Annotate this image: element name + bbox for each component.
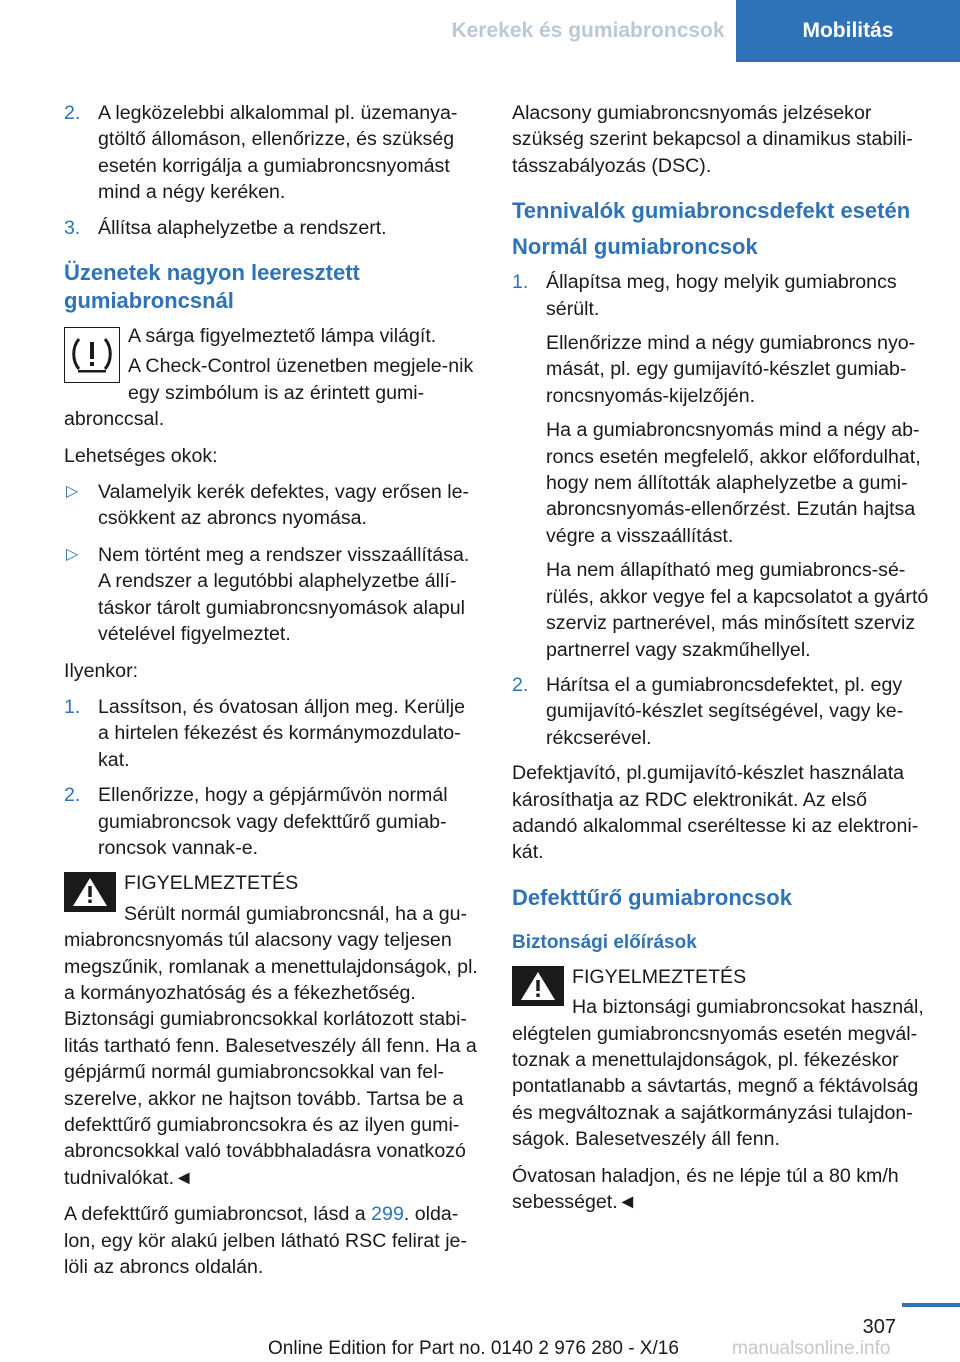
list-item <box>64 694 480 773</box>
lamp-notice <box>64 323 480 443</box>
right-column <box>512 100 930 1225</box>
warning-title: FIGYELMEZTETÉS <box>572 965 747 988</box>
reference-text <box>64 1201 480 1280</box>
footer-rule <box>902 1303 960 1307</box>
triangle-bullet-icon: ▷ <box>66 483 79 501</box>
list-text: A legközelebbi alkalommal pl. üzemanya-gtöltő állomáson, ellenőrizze, és szükség esetén korrigálja a gumiabroncsnyomást mind a négy keréken. <box>98 102 458 204</box>
chapter-tab: Mobilitás <box>736 0 960 62</box>
reference-before: A defekttűrő gumiabroncsot, lásd a <box>64 1203 372 1226</box>
list-item <box>512 672 930 751</box>
list-number: 1. <box>512 271 529 294</box>
subsection-heading: Normál gumiabroncsok <box>512 234 758 260</box>
list-text: Hárítsa el a gumiabroncsdefektet, pl. egy gumijavító-készlet segítségével, vagy ke-rékcserével. <box>546 673 904 749</box>
warning-title: FIGYELMEZTETÉS <box>124 872 299 895</box>
list-text: Lassítson, és óvatosan álljon meg. Kerülje a hirtelen fékezést és kormánymozdulato-kat. <box>98 695 466 771</box>
reference-after: . olda-lon, egy kör alakú jelben látható RSC felirat je-löli az abroncs oldalán. <box>64 1203 467 1279</box>
warning-triangle-icon <box>64 872 116 912</box>
speed-note: Óvatosan haladjon, és ne lépje túl a 80 km/h sebességet.◄ <box>512 1164 899 1213</box>
intro-text: Alacsony gumiabroncsnyomás jelzésekor szükség szerint bekapcsol a dinamikus stabili-tásszabályozás (DSC). <box>512 102 913 177</box>
list-text: Ellenőrizze, hogy a gépjárművön normál gumiabroncsok vagy defekttűrő gumiab-roncsok vannak-e. <box>98 784 448 859</box>
section-heading: Defekttűrő gumiabroncsok <box>512 884 792 910</box>
then-label: Ilyenkor: <box>64 659 139 682</box>
section-title: Kerekek és gumiabroncsok <box>440 0 736 62</box>
list-text: Állítsa alaphelyzetbe a rendszert. <box>98 216 387 239</box>
list-item <box>64 542 480 648</box>
page-header <box>0 0 960 62</box>
warning-triangle-icon <box>512 966 564 1006</box>
section-heading: Tennivalók gumiabroncsdefekt esetén <box>512 198 911 224</box>
list-item <box>64 782 480 861</box>
list-subtext: Ha a gumiabroncsnyomás mind a négy ab-roncs esetén megfelelő, akkor előfordulhat, hogy nem állították alaphelyzetbe a gumi-abroncsnyomás-ellenőrzést. Ezután hajtsa végre a visszaállítást. <box>546 419 921 547</box>
lamp-text: A sárga figyelmeztető lámpa világít. <box>128 325 437 348</box>
warning-block <box>64 870 480 1191</box>
list-item <box>64 100 480 206</box>
list-number: 2. <box>64 102 81 124</box>
list-text: Nem történt meg a rendszer visszaállítása. A rendszer a legutóbbi alaphelyzetbe állí-táskor tárolt gumiabroncsnyomások alapul vételével figyelmeztet. <box>98 543 470 646</box>
list-item <box>64 215 480 241</box>
list-number: 2. <box>64 784 81 807</box>
watermark: manualsonline.info <box>732 1338 891 1359</box>
list-number: 2. <box>512 673 529 696</box>
page-link[interactable]: 299 <box>371 1203 404 1226</box>
edition-text: Online Edition for Part no. 0140 2 976 280 - X/16 <box>268 1338 679 1359</box>
list-text: Valamelyik kerék defektes, vagy erősen le-csökkent az abroncs nyomása. <box>98 481 469 530</box>
list-number: 3. <box>64 216 81 239</box>
list-subtext: Ellenőrizze mind a négy gumiabroncs nyo-mását, pl. egy gumijavító-készlet gumiab-roncsnyomás-kijelzőjén. <box>546 332 916 407</box>
tire-pressure-warning-icon <box>64 327 120 383</box>
left-column <box>64 100 480 1290</box>
check-control-text: A Check-Control üzenetben megjele-nik egy szimbólum is az érintett gumi-abronccsal. <box>64 355 474 431</box>
triangle-bullet-icon: ▷ <box>66 545 79 563</box>
warning-block <box>512 964 930 1153</box>
list-item <box>64 479 480 532</box>
causes-label: Lehetséges okok: <box>64 444 218 467</box>
repair-note: Defektjavító, pl.gumijavító-készlet használata károsíthatja az RDC elektronikát. Az első adandó alkalommal cseréltesse ki az elektroni-kát. <box>512 762 919 864</box>
list-item <box>512 269 930 663</box>
page-number: 307 <box>862 1316 896 1338</box>
subsection-heading: Biztonsági előírások <box>512 931 697 953</box>
list-subtext: Ha nem állapítható meg gumiabroncs-sé-rülés, akkor vegye fel a kapcsolatot a gyártó szerviz partnerével, más minősített szerviz partnerrel vagy szakműhellyel. <box>546 559 929 661</box>
list-number: 1. <box>64 695 81 718</box>
warning-text: Ha biztonsági gumiabroncsokat használ, elégtelen gumiabroncsnyomás esetén megvál-toznak a menettulajdonságok, pl. fékezéskor pontatlanabb a sávtartás, megnő a féktávolság és megváltoznak a sajátkormányzási tulajdon-ságok. Balesetveszély áll fenn. <box>512 996 924 1151</box>
list-text: Állapítsa meg, hogy melyik gumiabroncs sérült. <box>546 271 897 320</box>
section-heading: Üzenetek nagyon leeresztett gumiabroncsnál <box>64 260 360 314</box>
warning-text: Sérült normál gumiabroncsnál, ha a gu-miabroncsnyomás túl alacsony vagy teljesen megszűnik, romlanak a menettulajdonságok, pl. a kormányozhatóság és a fékezhetőség. Biztonsági gumiabroncsokkal korlátozott stabi-litás tartható fenn. Balesetveszély áll fenn. Ha a gépjármű normál gumiabroncsokkal van fel-szerelve, akkor ne hajtson tovább. Tartsa be a defekttűrő gumiabroncsokra és az ilyen gumi-abroncsokkal való továbbhaladásra vonatkozó tudnivalókat.◄ <box>64 902 478 1189</box>
